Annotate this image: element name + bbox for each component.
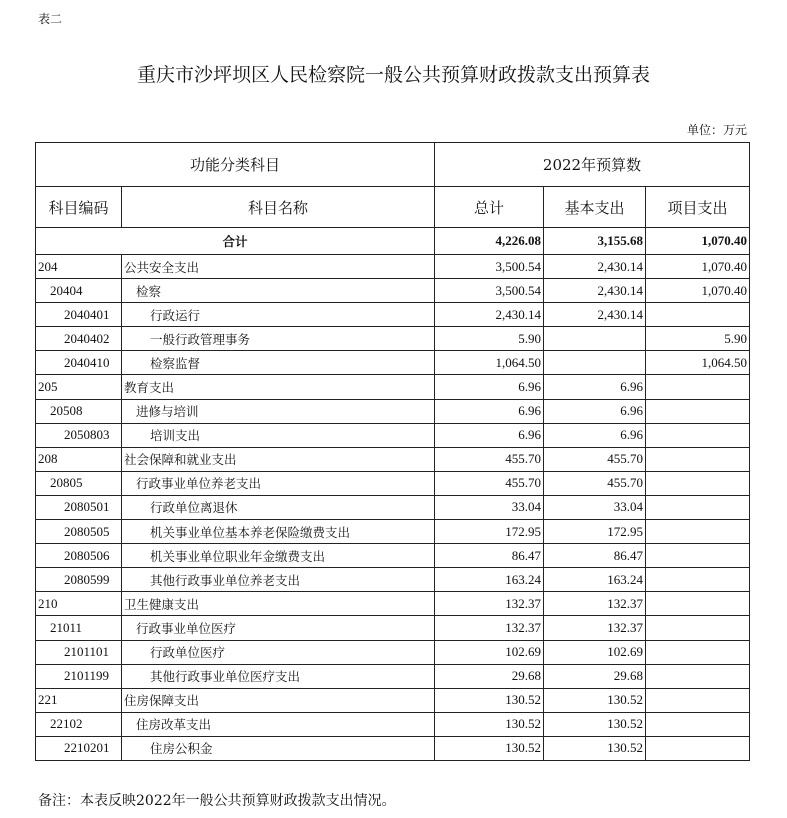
row-name: 住房公积金 [122, 736, 435, 760]
row-name: 其他行政事业单位养老支出 [122, 568, 435, 592]
row-code: 2050803 [36, 423, 122, 447]
row-name: 行政单位离退休 [122, 495, 435, 519]
row-basic: 172.95 [544, 520, 646, 544]
row-project: 1,070.40 [646, 255, 750, 279]
total-basic: 3,155.68 [544, 228, 646, 255]
row-basic: 2,430.14 [544, 303, 646, 327]
row-basic: 130.52 [544, 688, 646, 712]
row-code: 2210201 [36, 736, 122, 760]
row-name: 社会保障和就业支出 [122, 447, 435, 471]
row-project [646, 616, 750, 640]
row-project [646, 664, 750, 688]
row-total: 172.95 [435, 520, 544, 544]
row-basic: 132.37 [544, 616, 646, 640]
row-name: 行政事业单位医疗 [122, 616, 435, 640]
row-total: 455.70 [435, 447, 544, 471]
row-total: 6.96 [435, 399, 544, 423]
table-number-label: 表二 [38, 12, 63, 26]
row-code: 2080501 [36, 495, 122, 519]
row-code: 2101199 [36, 664, 122, 688]
row-code: 21011 [36, 616, 122, 640]
row-project [646, 447, 750, 471]
row-name: 检察监督 [122, 351, 435, 375]
total-total: 4,226.08 [435, 228, 544, 255]
row-total: 29.68 [435, 664, 544, 688]
row-name: 其他行政事业单位医疗支出 [122, 664, 435, 688]
row-project [646, 736, 750, 760]
row-project [646, 544, 750, 568]
row-project: 1,070.40 [646, 279, 750, 303]
row-total: 6.96 [435, 375, 544, 399]
row-name: 检察 [122, 279, 435, 303]
total-project: 1,070.40 [646, 228, 750, 255]
row-code: 2080599 [36, 568, 122, 592]
table-row [36, 447, 750, 471]
table-row [36, 351, 750, 375]
table-row [36, 592, 750, 616]
table-row [36, 495, 750, 519]
footnote: 备注：本表反映2022年一般公共预算财政拨款支出情况。 [38, 793, 396, 809]
row-total: 3,500.54 [435, 255, 544, 279]
row-basic: 2,430.14 [544, 255, 646, 279]
table-row [36, 375, 750, 399]
row-project: 5.90 [646, 327, 750, 351]
row-code: 2040402 [36, 327, 122, 351]
table-row [36, 688, 750, 712]
total-row [36, 228, 750, 255]
total-label: 合计 [36, 228, 435, 255]
table-row [36, 471, 750, 495]
table-row [36, 544, 750, 568]
table-row [36, 279, 750, 303]
table-row [36, 736, 750, 760]
header-row-group [36, 143, 750, 187]
row-name: 培训支出 [122, 423, 435, 447]
row-basic: 102.69 [544, 640, 646, 664]
row-total: 163.24 [435, 568, 544, 592]
row-project [646, 592, 750, 616]
header-function-category: 功能分类科目 [36, 143, 435, 187]
row-project: 1,064.50 [646, 351, 750, 375]
row-total: 5.90 [435, 327, 544, 351]
row-basic: 132.37 [544, 592, 646, 616]
row-project [646, 303, 750, 327]
row-total: 6.96 [435, 423, 544, 447]
row-project [646, 520, 750, 544]
row-basic: 29.68 [544, 664, 646, 688]
row-total: 1,064.50 [435, 351, 544, 375]
row-code: 204 [36, 255, 122, 279]
row-project [646, 471, 750, 495]
header-name: 科目名称 [122, 187, 435, 228]
row-basic: 6.96 [544, 375, 646, 399]
row-basic: 130.52 [544, 736, 646, 760]
row-code: 205 [36, 375, 122, 399]
row-total: 2,430.14 [435, 303, 544, 327]
budget-table [35, 142, 750, 761]
row-project [646, 568, 750, 592]
header-budget-2022: 2022年预算数 [435, 143, 750, 187]
row-code: 2101101 [36, 640, 122, 664]
row-name: 公共安全支出 [122, 255, 435, 279]
row-name: 教育支出 [122, 375, 435, 399]
page-title: 重庆市沙坪坝区人民检察院一般公共预算财政拨款支出预算表 [136, 64, 650, 86]
row-code: 210 [36, 592, 122, 616]
table-row [36, 327, 750, 351]
table-row [36, 399, 750, 423]
header-row-columns [36, 187, 750, 228]
row-total: 33.04 [435, 495, 544, 519]
row-code: 20404 [36, 279, 122, 303]
row-code: 2080506 [36, 544, 122, 568]
row-code: 2040401 [36, 303, 122, 327]
header-code: 科目编码 [36, 187, 122, 228]
row-name: 行政运行 [122, 303, 435, 327]
row-project [646, 688, 750, 712]
row-total: 86.47 [435, 544, 544, 568]
row-basic: 130.52 [544, 712, 646, 736]
row-code: 20805 [36, 471, 122, 495]
table-row [36, 640, 750, 664]
row-total: 132.37 [435, 592, 544, 616]
row-name: 机关事业单位职业年金缴费支出 [122, 544, 435, 568]
row-basic: 6.96 [544, 399, 646, 423]
row-basic: 2,430.14 [544, 279, 646, 303]
table-row [36, 568, 750, 592]
row-project [646, 423, 750, 447]
row-project [646, 640, 750, 664]
table-row [36, 664, 750, 688]
row-name: 机关事业单位基本养老保险缴费支出 [122, 520, 435, 544]
row-code: 208 [36, 447, 122, 471]
row-basic: 86.47 [544, 544, 646, 568]
table-row [36, 255, 750, 279]
row-code: 22102 [36, 712, 122, 736]
row-name: 行政单位医疗 [122, 640, 435, 664]
row-project [646, 399, 750, 423]
row-basic: 455.70 [544, 471, 646, 495]
row-code: 2080505 [36, 520, 122, 544]
row-basic: 455.70 [544, 447, 646, 471]
row-code: 221 [36, 688, 122, 712]
row-total: 102.69 [435, 640, 544, 664]
row-project [646, 495, 750, 519]
row-basic [544, 327, 646, 351]
row-basic: 6.96 [544, 423, 646, 447]
table-row [36, 712, 750, 736]
row-basic: 163.24 [544, 568, 646, 592]
row-name: 一般行政管理事务 [122, 327, 435, 351]
row-name: 卫生健康支出 [122, 592, 435, 616]
row-code: 20508 [36, 399, 122, 423]
row-project [646, 375, 750, 399]
header-total: 总计 [435, 187, 544, 228]
row-total: 130.52 [435, 736, 544, 760]
header-project: 项目支出 [646, 187, 750, 228]
row-total: 130.52 [435, 712, 544, 736]
row-project [646, 712, 750, 736]
row-total: 130.52 [435, 688, 544, 712]
row-total: 3,500.54 [435, 279, 544, 303]
table-row [36, 423, 750, 447]
header-basic: 基本支出 [544, 187, 646, 228]
unit-label: 单位：万元 [686, 123, 747, 137]
row-name: 住房改革支出 [122, 712, 435, 736]
row-name: 住房保障支出 [122, 688, 435, 712]
row-name: 进修与培训 [122, 399, 435, 423]
row-name: 行政事业单位养老支出 [122, 471, 435, 495]
table-row [36, 520, 750, 544]
row-code: 2040410 [36, 351, 122, 375]
table-row [36, 616, 750, 640]
row-total: 455.70 [435, 471, 544, 495]
row-basic: 33.04 [544, 495, 646, 519]
row-total: 132.37 [435, 616, 544, 640]
row-basic [544, 351, 646, 375]
table-row [36, 303, 750, 327]
